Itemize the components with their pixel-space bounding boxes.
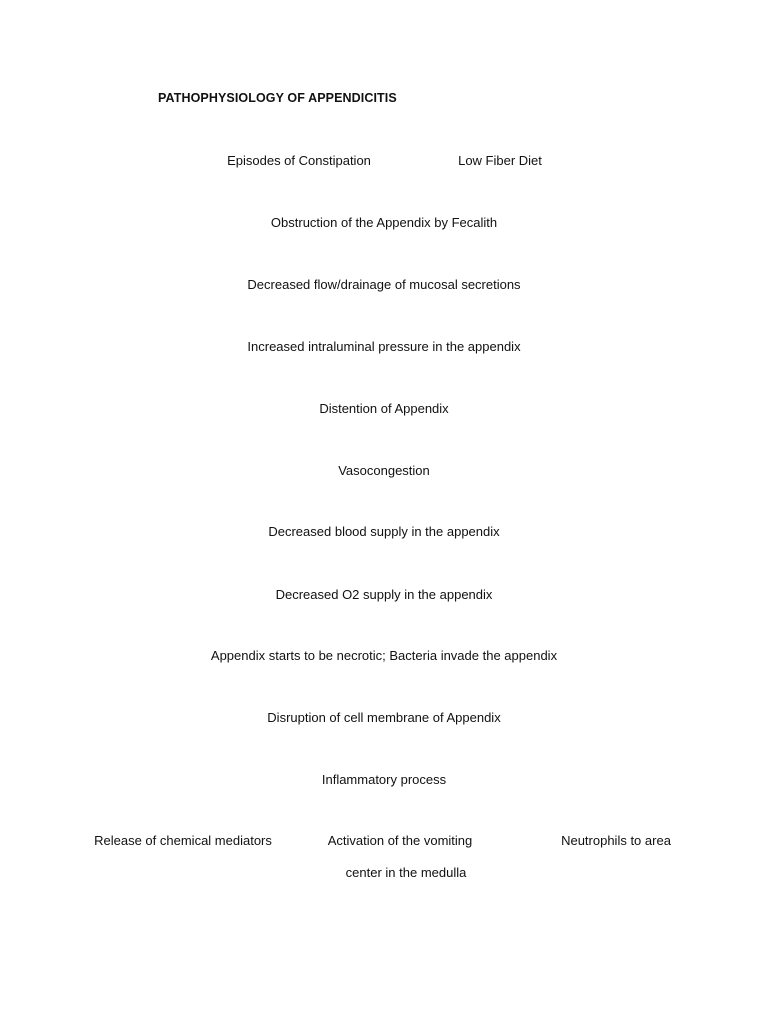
step-inflammatory-process: Inflammatory process [321,772,447,787]
step-decreased-blood-supply: Decreased blood supply in the appendix [268,524,500,539]
step-membrane-disruption: Disruption of cell membrane of Appendix [267,710,501,725]
step-vasocongestion: Vasocongestion [338,463,430,478]
document-title: PATHOPHYSIOLOGY OF APPENDICITIS [158,91,397,105]
step-distention: Distention of Appendix [319,401,449,416]
cause-low-fiber-diet: Low Fiber Diet [458,153,542,168]
step-obstruction: Obstruction of the Appendix by Fecalith [270,215,498,230]
effect-vomiting-center-line2: center in the medulla [345,865,467,880]
step-decreased-drainage: Decreased flow/drainage of mucosal secretions [247,277,521,292]
step-increased-pressure: Increased intraluminal pressure in the appendix [247,339,521,354]
effect-neutrophils: Neutrophils to area [561,833,671,848]
effect-chemical-mediators: Release of chemical mediators [94,833,272,848]
step-decreased-o2-supply: Decreased O2 supply in the appendix [275,587,493,602]
cause-constipation: Episodes of Constipation [227,153,371,168]
effect-vomiting-center-line1: Activation of the vomiting [327,833,473,848]
step-necrosis-bacteria: Appendix starts to be necrotic; Bacteria invade the appendix [210,648,558,663]
